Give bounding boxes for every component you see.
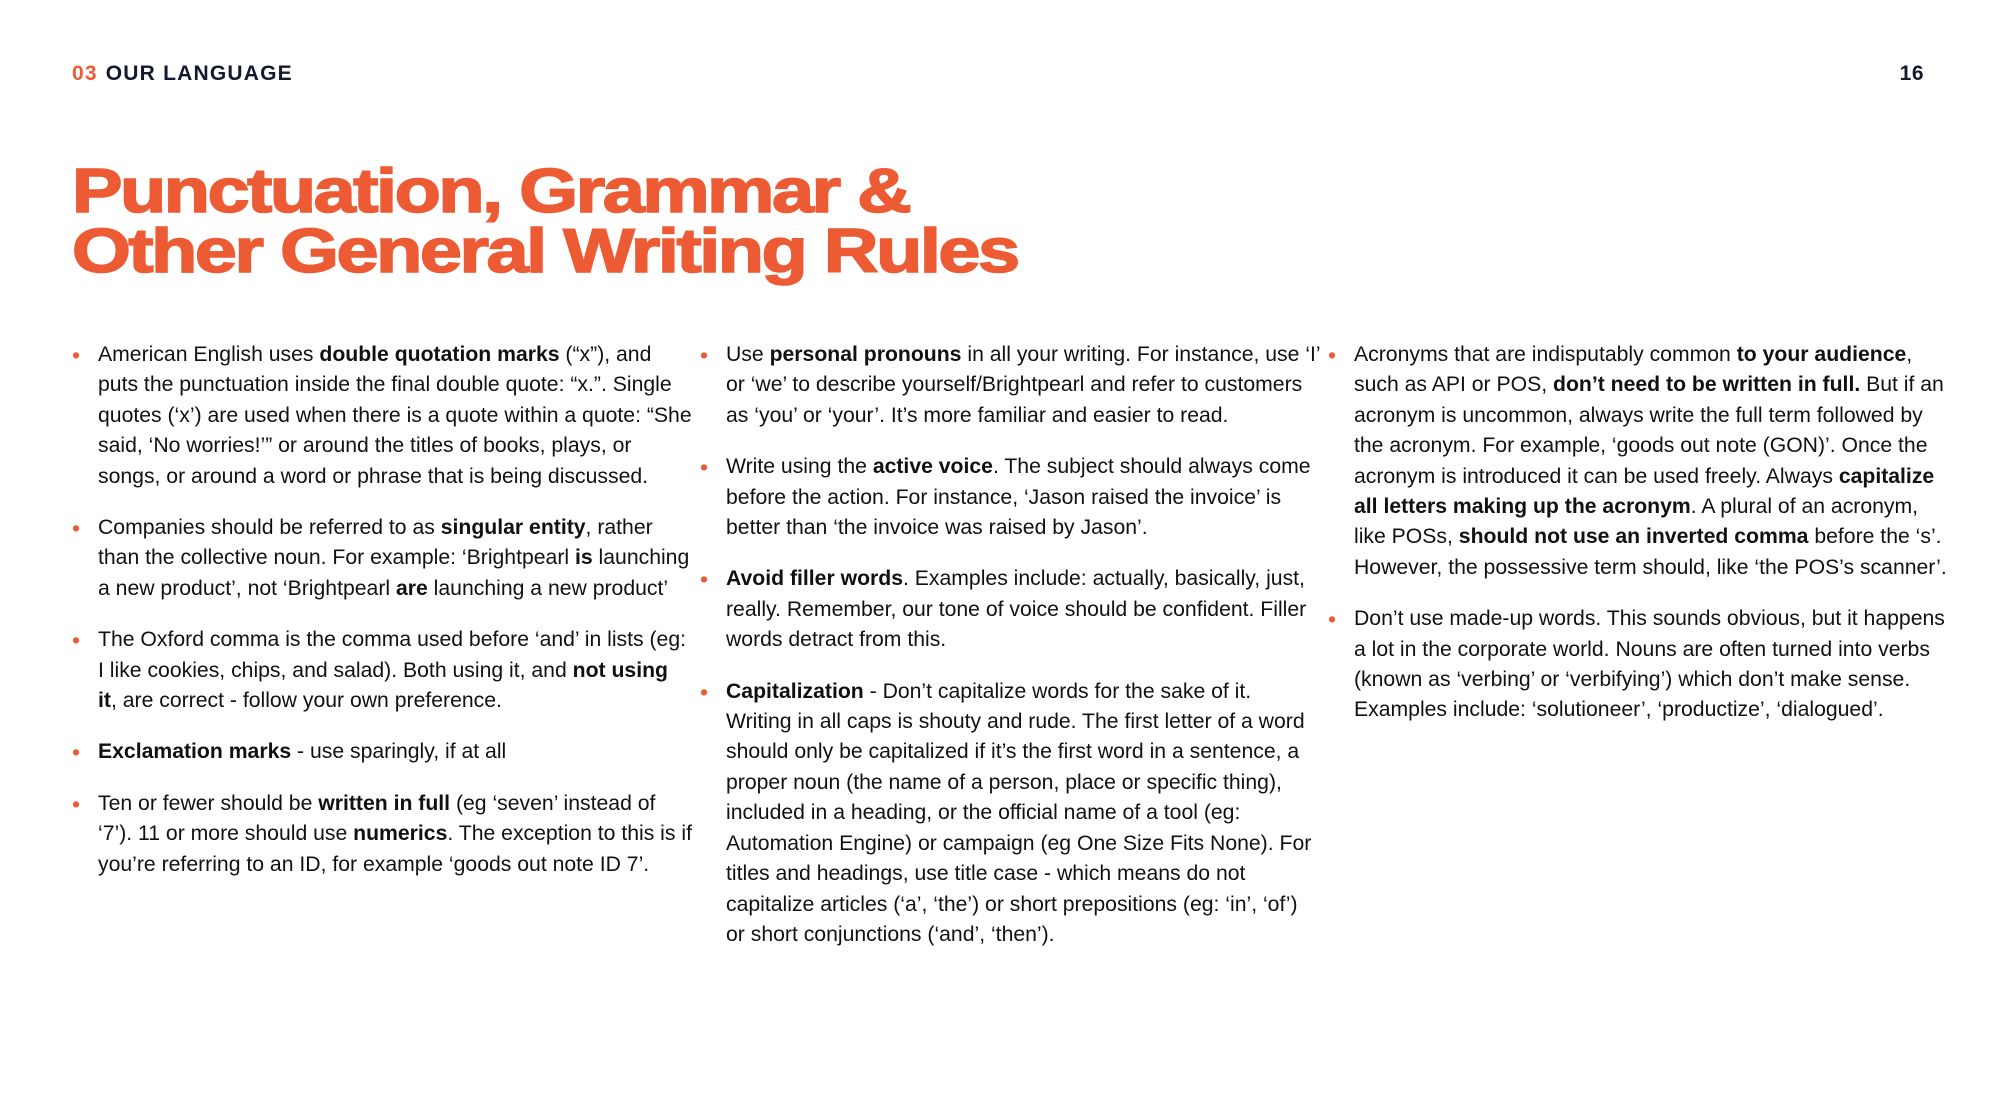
page-header <box>72 62 1924 86</box>
rule-list-item <box>700 452 1320 543</box>
rule-text-bold: capitalize all letters making up the acronym <box>1354 464 1935 519</box>
rule-text: launching a new product’, not ‘Brightpearl <box>98 546 690 600</box>
rule-text: , are correct - follow your own preference. <box>110 689 502 713</box>
rule-text: Ten or fewer should be <box>98 791 319 815</box>
rule-text: . A plural of an acronym, like POSs, <box>1354 495 1919 549</box>
rule-text-bold: written in full <box>318 791 451 815</box>
bullet-icon: • <box>1328 342 1337 368</box>
bullet-icon: • <box>72 739 81 766</box>
bullet-icon: • <box>700 342 709 368</box>
rule-text: Don’t use made-up words. This sounds obvious, but it happens a lot in the corporate world. Nouns are often turned into verbs (known as ‘verbing’ or ‘verbifying’) which don’t make sense. Examples include: ‘solutioneer’, ‘productize’, ‘dialogued’. <box>1354 607 1945 722</box>
rule-text-bold: Capitalization <box>726 679 864 703</box>
page-title <box>72 157 1018 286</box>
rules-column-2 <box>700 340 1320 971</box>
rule-text-bold: double quotation marks <box>319 343 560 366</box>
rule-text: Acronyms that are indisputably common <box>1354 343 1737 366</box>
rule-text: in all your writing. For instance, use ‘I’ or ‘we’ to describe yourself/Brightpearl and refer to customers as ‘you’ or ‘your’. It’s more familiar and easier to read. <box>726 343 1320 427</box>
rule-text: The Oxford comma is the comma used before ‘and’ in lists (eg: I like cookies, chips, and salad). Both using it, and <box>98 628 687 682</box>
rule-text: Companies should be referred to as <box>98 516 441 540</box>
page-title-line-2: Other General Writing Rules <box>72 217 1018 286</box>
rule-list-item <box>72 625 692 716</box>
rule-text-bold: active voice <box>872 455 993 479</box>
rule-list-item <box>72 737 692 767</box>
rule-list-item <box>72 513 692 604</box>
rule-text: . The exception to this is if you’re referring to an ID, for example ‘goods out note ID 7’. <box>98 822 692 876</box>
rule-text-bold: should not use an inverted comma <box>1458 525 1809 549</box>
rule-text-bold: to your audience <box>1736 343 1907 366</box>
bullet-icon: • <box>1328 606 1337 633</box>
rule-text-bold: don’t need to be written in full. <box>1553 373 1861 397</box>
rules-column-1 <box>72 340 692 901</box>
rule-text: But if an acronym is uncommon, always write the full term followed by the acronym. For example, ‘goods out note (GON)’. Once the acronym is introduced it can be used freely. Always <box>1354 373 1944 488</box>
rule-text-bold: personal pronouns <box>769 343 962 366</box>
bullet-icon: • <box>72 515 81 542</box>
rule-text-bold: are <box>395 576 428 600</box>
section-number: 03 <box>72 62 98 85</box>
rule-text: , rather than the collective noun. For example: ‘Brightpearl <box>98 516 653 570</box>
rule-list-item <box>1328 340 1948 583</box>
rule-text-bold: singular entity <box>440 516 586 540</box>
bullet-icon: • <box>72 342 81 368</box>
rule-text: (eg ‘seven’ instead of ‘7’). 11 or more should use <box>98 791 656 846</box>
rule-text: , such as API or POS, <box>1354 343 1913 397</box>
rule-text: Write using the <box>726 455 873 479</box>
rule-list-item <box>700 677 1320 951</box>
rule-text: . Examples include: actually, basically, just, really. Remember, our tone of voice should be confident. Filler words detract from this. <box>726 567 1307 652</box>
rule-text-bold: Avoid filler words <box>726 567 903 591</box>
rule-text-bold: not using it <box>98 658 668 713</box>
rule-list-item <box>1328 604 1948 726</box>
bullet-icon: • <box>72 790 81 817</box>
section-heading <box>72 62 293 86</box>
section-label: OUR LANGUAGE <box>105 62 293 85</box>
rule-text-bold: is <box>574 546 593 570</box>
rule-list-item <box>700 564 1320 655</box>
rules-column-3 <box>1328 340 1948 747</box>
rule-text: American English uses <box>98 343 320 366</box>
rule-list-item <box>72 340 692 492</box>
bullet-icon: • <box>700 454 709 481</box>
page-title-line-1: Punctuation, Grammar & <box>72 157 910 226</box>
rule-text: (“x”), and puts the punctuation inside the final double quote: “x.”. Single quotes (‘x’) are used when there is a quote within a quote: “She said, ‘No worries!’” or around the titles of books, plays, or songs, or around a word or phrase that is being discussed. <box>98 343 692 488</box>
rule-text-bold: Exclamation marks <box>98 740 292 764</box>
rule-text: launching a new product’ <box>427 576 669 600</box>
rule-list-item <box>700 340 1320 431</box>
rule-list-item <box>72 789 692 880</box>
rule-text-bold: numerics <box>353 822 448 846</box>
bullet-icon: • <box>700 566 709 593</box>
page-number: 16 <box>1899 62 1924 85</box>
rule-text: - use sparingly, if at all <box>291 740 507 764</box>
rule-text: - Don’t capitalize words for the sake of it. Writing in all caps is shouty and rude. The first letter of a word should only be capitalized if it’s the first word in a sentence, a proper noun (the name of a person, place or specific thing), included in a heading, or the official name of a tool (eg: Automation Engine) or campaign (eg One Size Fits None). For titles and headings, use title case - which means do not capitalize articles (‘a’, ‘the’) or short prepositions (eg: ‘in’, ‘of’) or short conjunctions (‘and’, ‘then’). <box>726 679 1312 946</box>
bullet-icon: • <box>72 627 81 654</box>
rule-text: . The subject should always come before the action. For instance, ‘Jason raised the invoice’ is better than ‘the invoice was raised by Jason’. <box>726 455 1311 540</box>
rule-text: before the ‘s’. However, the possessive term should, like ‘the POS’s scanner’. <box>1354 525 1947 579</box>
rule-text: Use <box>726 343 770 366</box>
bullet-icon: • <box>700 678 709 705</box>
